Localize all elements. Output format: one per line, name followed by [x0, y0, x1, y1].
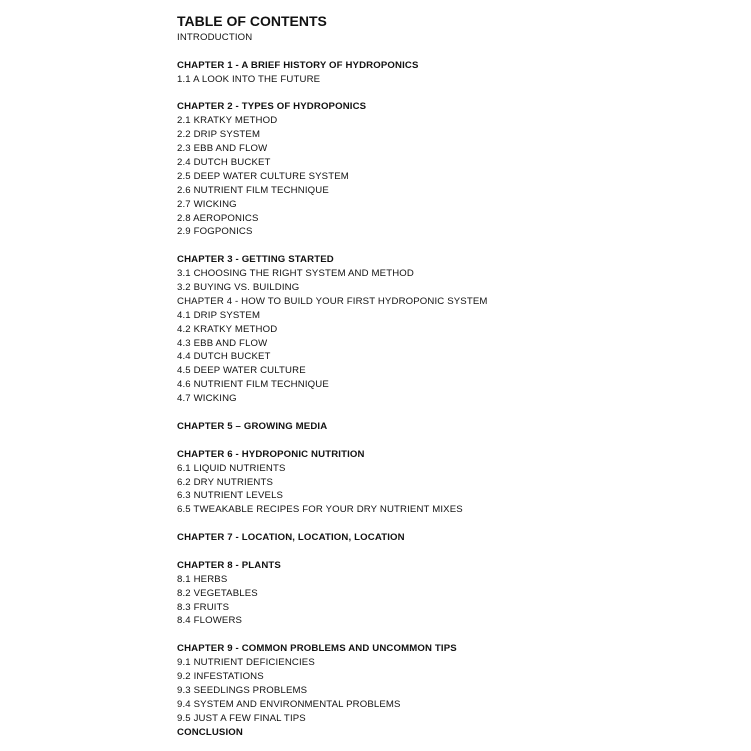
toc-item-9-3: 9.3 SEEDLINGS PROBLEMS [177, 684, 308, 696]
toc-item-9-1: 9.1 NUTRIENT DEFICIENCIES [177, 657, 315, 669]
toc-item-6-3: 6.3 NUTRIENT LEVELS [177, 490, 284, 502]
toc-title: TABLE OF CONTENTS [177, 13, 327, 29]
chapter-1-heading: CHAPTER 1 - A BRIEF HISTORY OF HYDROPONICS [177, 59, 419, 71]
toc-item-3-2: 3.2 BUYING VS. BUILDING [177, 282, 300, 294]
toc-item-9-4: 9.4 SYSTEM AND ENVIRONMENTAL PROBLEMS [177, 698, 401, 710]
toc-conclusion: CONCLUSION [177, 726, 243, 738]
toc-item-8-3: 8.3 FRUITS [177, 601, 230, 613]
spacer [177, 545, 737, 559]
chapter-6-heading: CHAPTER 6 - HYDROPONIC NUTRITION [177, 448, 365, 460]
toc-item-4-4: 4.4 DUTCH BUCKET [177, 351, 271, 363]
toc-item-2-4: 2.4 DUTCH BUCKET [177, 157, 271, 169]
chapter-9-heading: CHAPTER 9 - COMMON PROBLEMS AND UNCOMMON TIPS [177, 643, 457, 655]
spacer [177, 239, 737, 253]
spacer [177, 45, 737, 59]
toc-item-2-2: 2.2 DRIP SYSTEM [177, 129, 261, 141]
spacer [177, 87, 737, 101]
chapter-8-heading: CHAPTER 8 - PLANTS [177, 559, 281, 571]
toc-item-2-8: 2.8 AEROPONICS [177, 212, 259, 224]
toc-item-6-1: 6.1 LIQUID NUTRIENTS [177, 462, 286, 474]
toc-item-1-1: 1.1 A LOOK INTO THE FUTURE [177, 73, 321, 85]
toc-item-8-1: 8.1 HERBS [177, 573, 228, 585]
chapter-4-heading: CHAPTER 4 - HOW TO BUILD YOUR FIRST HYDROPONIC SYSTEM [177, 295, 488, 307]
spacer [177, 517, 737, 531]
toc-item-8-4: 8.4 FLOWERS [177, 615, 243, 627]
toc-item-8-2: 8.2 VEGETABLES [177, 587, 258, 599]
toc-item-4-5: 4.5 DEEP WATER CULTURE [177, 365, 306, 377]
chapter-7-heading: CHAPTER 7 - LOCATION, LOCATION, LOCATION [177, 532, 405, 544]
toc-item-4-1: 4.1 DRIP SYSTEM [177, 309, 261, 321]
spacer [177, 434, 737, 448]
toc-item-2-3: 2.3 EBB AND FLOW [177, 143, 268, 155]
toc-introduction: INTRODUCTION [177, 32, 253, 43]
toc-item-4-2: 4.2 KRATKY METHOD [177, 323, 278, 335]
spacer [177, 406, 737, 420]
toc-item-3-1: 3.1 CHOOSING THE RIGHT SYSTEM AND METHOD [177, 268, 414, 280]
toc-item-4-3: 4.3 EBB AND FLOW [177, 337, 268, 349]
chapter-2-heading: CHAPTER 2 - TYPES OF HYDROPONICS [177, 101, 367, 113]
chapter-5-heading: CHAPTER 5 – GROWING MEDIA [177, 420, 328, 432]
toc-item-9-2: 9.2 INFESTATIONS [177, 670, 264, 682]
toc-item-4-7: 4.7 WICKING [177, 393, 237, 405]
toc-item-2-7: 2.7 WICKING [177, 198, 237, 210]
toc-item-6-5: 6.5 TWEAKABLE RECIPES FOR YOUR DRY NUTRIENT MIXES [177, 504, 463, 516]
toc-item-9-5: 9.5 JUST A FEW FINAL TIPS [177, 712, 306, 724]
toc-item-2-1: 2.1 KRATKY METHOD [177, 115, 278, 127]
toc-item-2-5: 2.5 DEEP WATER CULTURE SYSTEM [177, 170, 349, 182]
table-of-contents [177, 12, 737, 739]
spacer [177, 628, 737, 642]
chapter-3-heading: CHAPTER 3 - GETTING STARTED [177, 254, 334, 266]
toc-item-2-9: 2.9 FOGPONICS [177, 226, 253, 238]
toc-item-6-2: 6.2 DRY NUTRIENTS [177, 476, 274, 488]
toc-item-4-6: 4.6 NUTRIENT FILM TECHNIQUE [177, 379, 329, 391]
toc-item-2-6: 2.6 NUTRIENT FILM TECHNIQUE [177, 184, 329, 196]
